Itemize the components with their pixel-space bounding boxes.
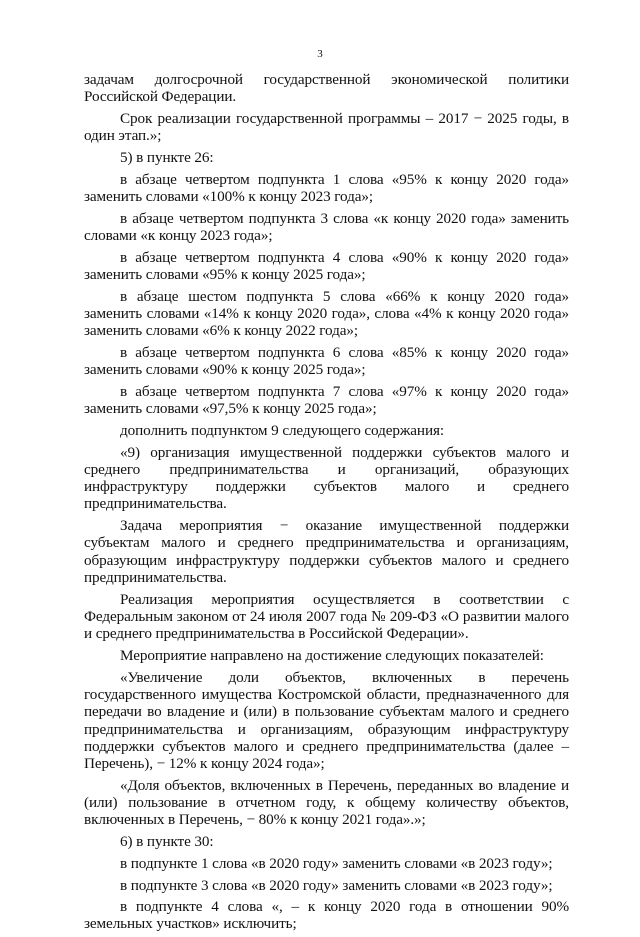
- paragraph: в подпункте 3 слова «в 2020 году» заменить словами «в 2023 году»;: [120, 876, 553, 894]
- paragraph: в абзаце четвертом подпункта 1 слова «95% к концу 2020 года» заменить словами «100% к концу 2023 года»;: [84, 170, 569, 205]
- paragraph: 6) в пункте 30:: [120, 833, 214, 851]
- paragraph: в абзаце четвертом подпункта 6 слова «85% к концу 2020 года» заменить словами «90% к концу 2025 года»;: [84, 343, 569, 379]
- paragraph: Мероприятие направлено на достижение следующих показателей:: [120, 646, 544, 664]
- paragraph: в подпункте 4 слова «, – к концу 2020 года в отношении 90% земельных участков» исключить;: [84, 898, 569, 933]
- paragraph: «Увеличение доли объектов, включенных в перечень государственного имущества Костромской области, предназначенного для передачи во владение и (или) в пользование субъектам малого и среднего предпринимательства и организациям, образующим инфраструктуру поддержки субъектов малого и среднего предпринимательства (далее – Перечень), − 12% к концу 2024 года»;: [84, 668, 569, 773]
- paragraph: Срок реализации государственной программы – 2017 − 2025 годы, в один этап.»;: [84, 109, 569, 145]
- document-body: [84, 71, 569, 937]
- paragraph: 5) в пункте 26:: [120, 148, 214, 166]
- paragraph: Реализация мероприятия осуществляется в соответствии с Федеральным законом от 24 июля 2007 года № 209-ФЗ «О развитии малого и среднего предпринимательства в Российской Федерации».: [84, 590, 569, 643]
- paragraph: в абзаце четвертом подпункта 7 слова «97% к концу 2020 года» заменить словами «97,5% к концу 2025 года»;: [84, 382, 569, 418]
- paragraph: в абзаце шестом подпункта 5 слова «66% к концу 2020 года» заменить словами «14% к концу 2020 года», слова «4% к концу 2020 года» заменить словами «6% к концу 2022 года»;: [84, 287, 569, 340]
- paragraph: «Доля объектов, включенных в Перечень, переданных во владение и (или) пользование в отчетном году, к общему количеству объектов, включенных в Перечень, − 80% к концу 2021 года».»;: [84, 776, 569, 829]
- paragraph: Задача мероприятия − оказание имущественной поддержки субъектам малого и среднего предпринимательства и организациям, образующим инфраструктуру поддержки субъектов малого и среднего предпринимательства.: [84, 517, 569, 587]
- paragraph: задачам долгосрочной государственной экономической политики Российской Федерации.: [84, 71, 569, 106]
- paragraph: в абзаце четвертом подпункта 4 слова «90% к концу 2020 года» заменить словами «95% к концу 2025 года»;: [84, 248, 569, 283]
- paragraph: в абзаце четвертом подпункта 3 слова «к концу 2020 года» заменить словами «к концу 2023 года»;: [84, 209, 569, 244]
- paragraph: в подпункте 1 слова «в 2020 году» заменить словами «в 2023 году»;: [120, 854, 553, 872]
- paragraph: дополнить подпунктом 9 следующего содержания:: [120, 421, 444, 439]
- paragraph: «9) организация имущественной поддержки субъектов малого и среднего предпринимательства и организаций, образующих инфраструктуру поддержки субъектов малого и среднего предпринимательства.: [84, 443, 569, 513]
- page-number: 3: [317, 48, 323, 60]
